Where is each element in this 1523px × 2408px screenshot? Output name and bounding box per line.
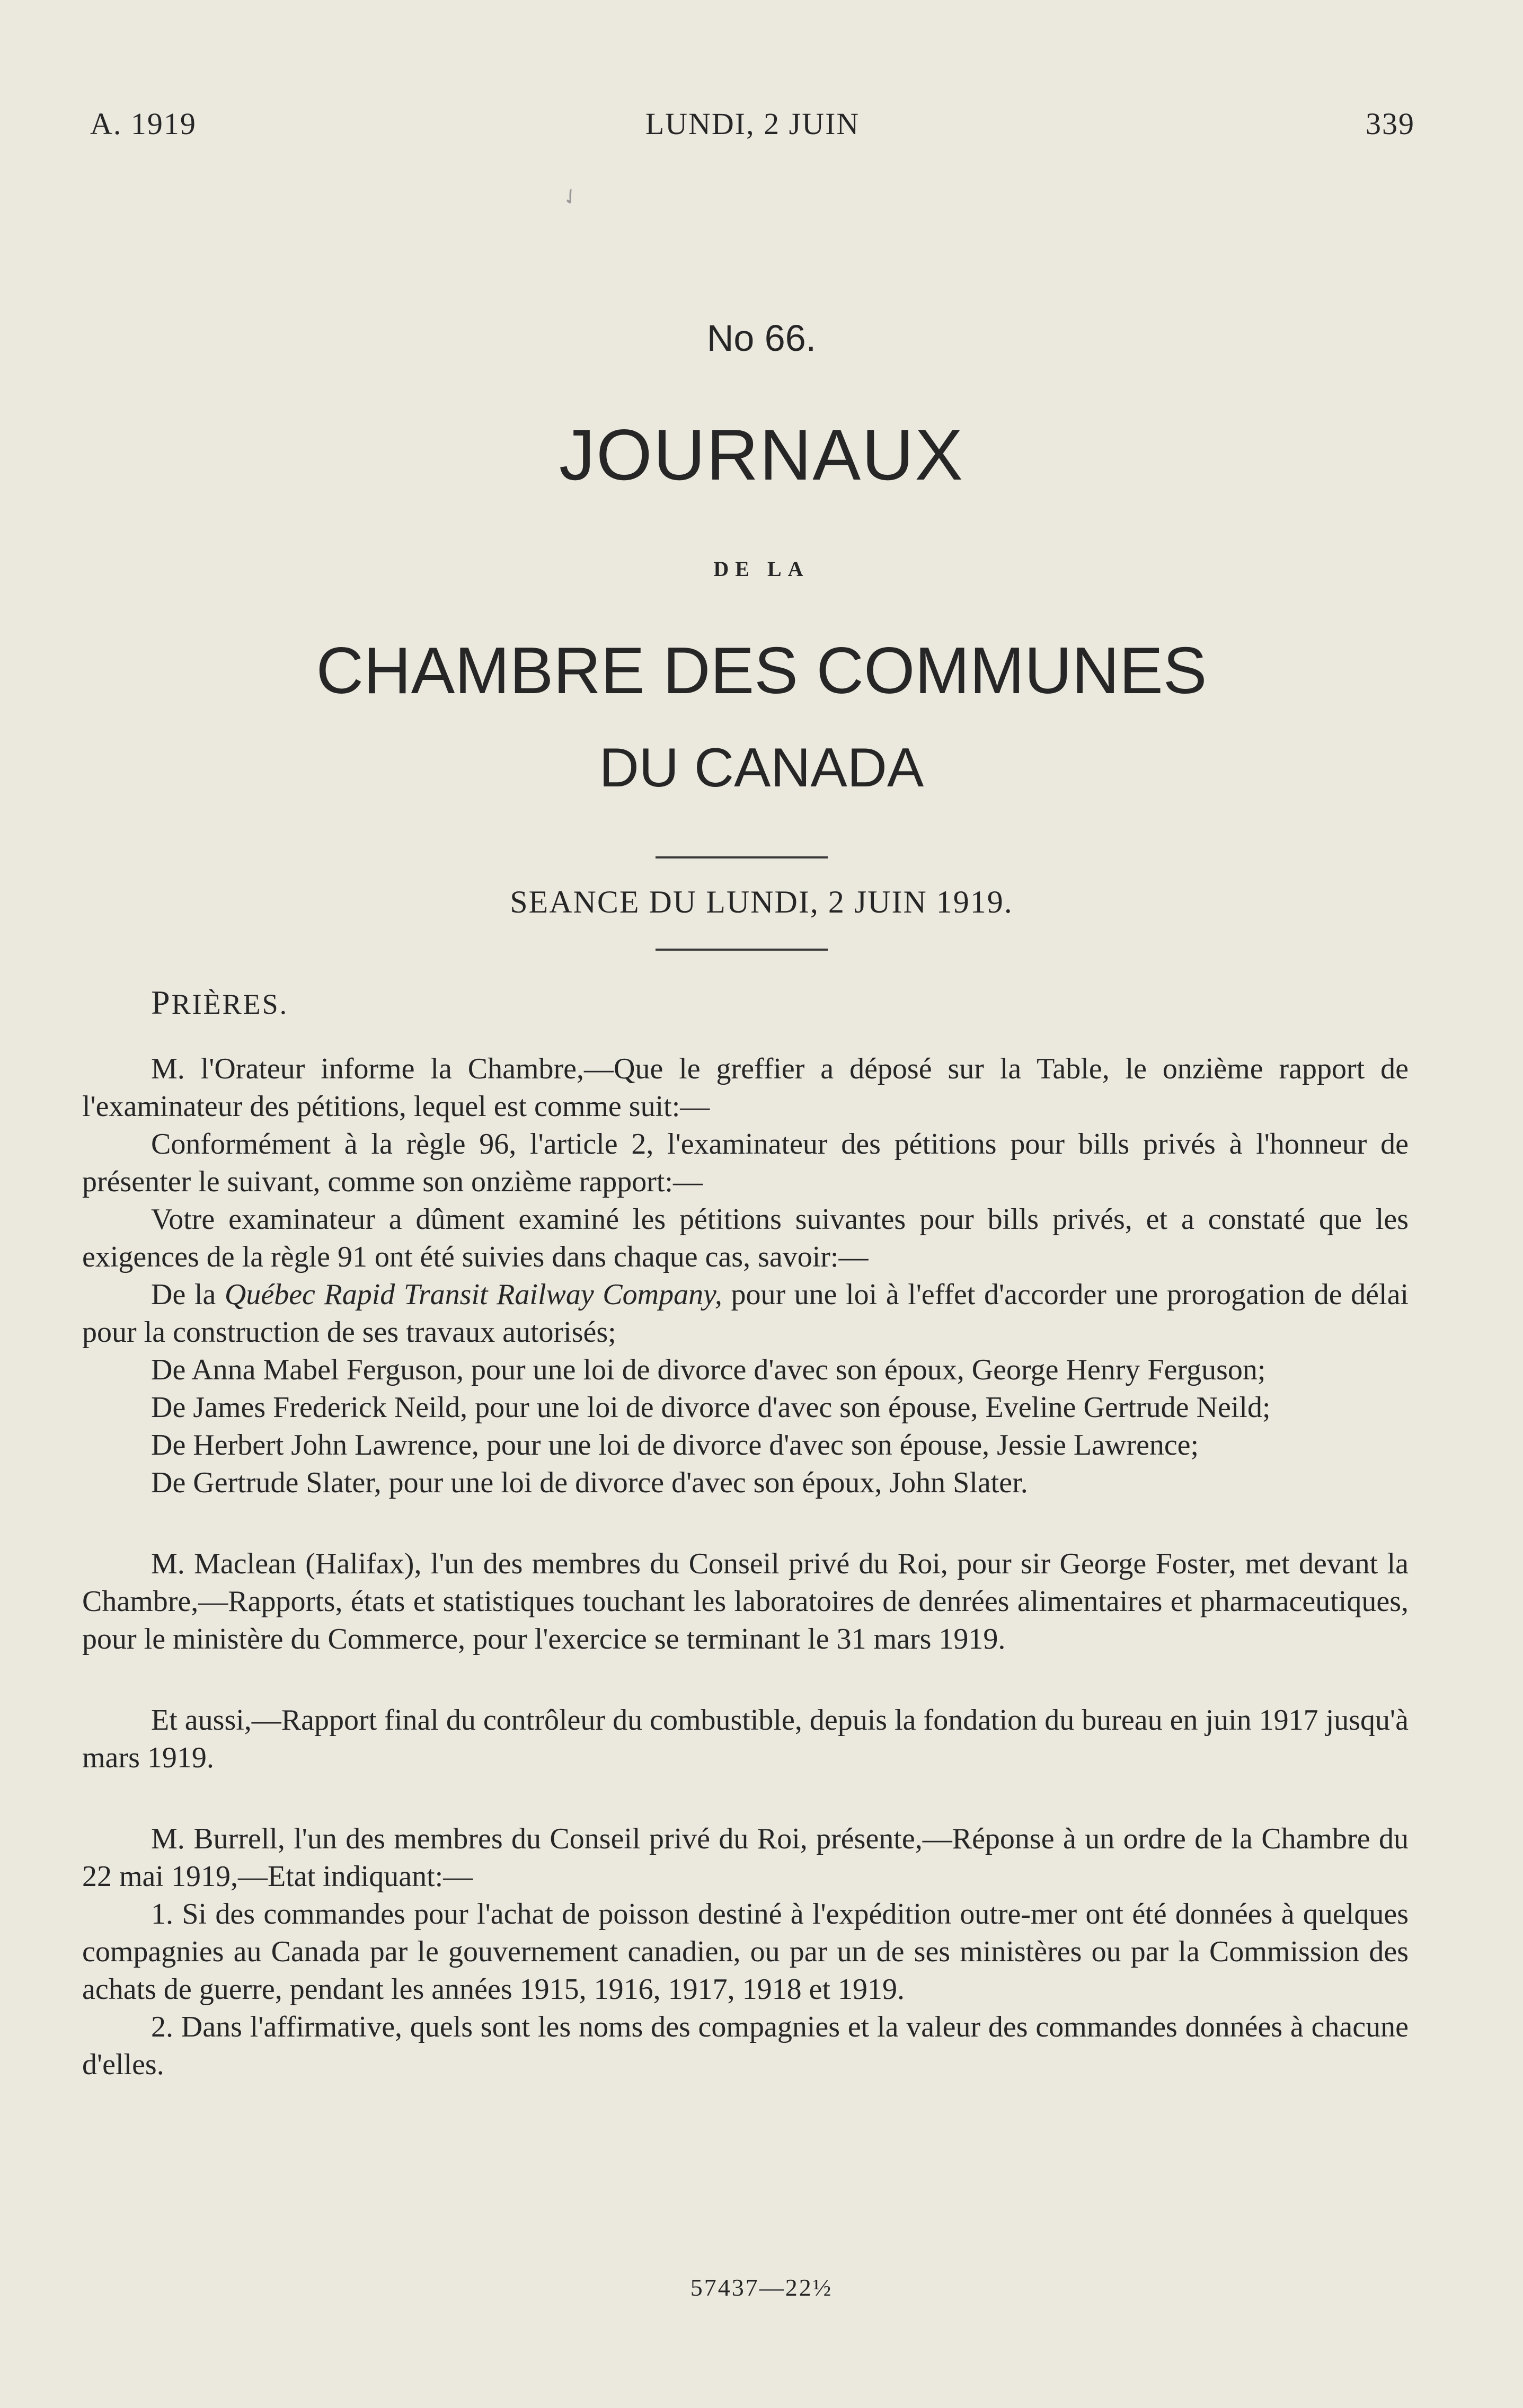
session-heading: SEANCE DU LUNDI, 2 JUIN 1919. (510, 884, 1013, 919)
paragraph-burrell: M. Burrell, l'un des membres du Conseil privé du Roi, présente,—Réponse à un ordre de la Chambre du 22 mai 1919,—Etat indiquant:— (82, 1822, 1409, 1893)
paragraph-ferguson: De Anna Mabel Ferguson, pour une loi de divorce d'avec son époux, George Henry Ferguson; (151, 1353, 1266, 1386)
quebec-suffix: pour une loi à l'effet d'accorder une prorogation de délai pour la construction de ses travaux autorisés; (82, 1278, 1409, 1349)
chamber-title: CHAMBRE DES COMMUNES (316, 634, 1207, 707)
paragraph-orateur: M. l'Orateur informe la Chambre,—Que le greffier a déposé sur la Table, le onzième rapport de l'examinateur des pétitions, lequel est comme suit:— (82, 1052, 1409, 1123)
paragraph-quebec-railway (82, 1276, 1409, 1351)
paragraph-lawrence: De Herbert John Lawrence, pour une loi de divorce d'avec son épouse, Jessie Lawrence; (151, 1429, 1199, 1462)
divider-top (656, 856, 828, 858)
issue-number: No 66. (706, 317, 817, 359)
paragraph-item-1: 1. Si des commandes pour l'achat de poisson destiné à l'expédition outre-mer ont été données à quelques compagnies au Canada par le gouvernement canadien, ou par un de ses ministères ou par la Commission des achats de guerre, pendant les années 1915, 1916, 1917, 1918 et 1919. (82, 1898, 1409, 2006)
quebec-company-name: Québec Rapid Transit Railway Company, (224, 1278, 722, 1311)
running-head (90, 106, 1415, 143)
running-head-year: A. 1919 (90, 107, 197, 141)
paragraph-neild: De James Frederick Neild, pour une loi de divorce d'avec son épouse, Eveline Gertrude Neild; (151, 1391, 1271, 1424)
printer-code: 57437—22½ (690, 2274, 833, 2301)
paragraph-maclean: M. Maclean (Halifax), l'un des membres du Conseil privé du Roi, pour sir George Foster, met devant la Chambre,—Rapports, états et statistiques touchant les laboratoires de denrées alimentaires et pharmaceutiques, pour le ministère du Commerce, pour l'exercice se terminant le 31 mars 1919. (82, 1547, 1409, 1656)
prieres-initial: P (151, 984, 172, 1021)
pencil-tick-mark: ✓ (556, 182, 585, 212)
divider-bottom (656, 949, 828, 951)
paragraph-conformement: Conformément à la règle 96, l'article 2, l'examinateur des pétitions pour bills privés à l'honneur de présenter le suivant, comme son onzième rapport:— (82, 1128, 1409, 1198)
country-title: DU CANADA (599, 737, 924, 799)
section-prieres (151, 983, 288, 1022)
quebec-prefix: De la (151, 1278, 225, 1311)
paragraph-slater: De Gertrude Slater, pour une loi de divorce d'avec son époux, John Slater. (151, 1466, 1028, 1499)
journal-title: JOURNAUX (559, 414, 964, 495)
prieres-rest: RIÈRES. (171, 988, 289, 1020)
proceedings-text (82, 1050, 1409, 2084)
running-head-date: LUNDI, 2 JUIN (645, 107, 860, 141)
paragraph-item-2: 2. Dans l'affirmative, quels sont les noms des compagnies et la valeur des commandes données à chacune d'elles. (82, 2011, 1409, 2081)
journal-de-la: DE LA (713, 557, 810, 581)
page-number: 339 (1366, 107, 1415, 141)
paragraph-et-aussi: Et aussi,—Rapport final du contrôleur du combustible, depuis la fondation du bureau en juin 1917 jusqu'à mars 1919. (82, 1704, 1409, 1774)
paragraph-examinateur: Votre examinateur a dûment examiné les pétitions suivantes pour bills privés, et a constaté que les exigences de la règle 91 ont été suivies dans chaque cas, savoir:— (82, 1203, 1409, 1273)
